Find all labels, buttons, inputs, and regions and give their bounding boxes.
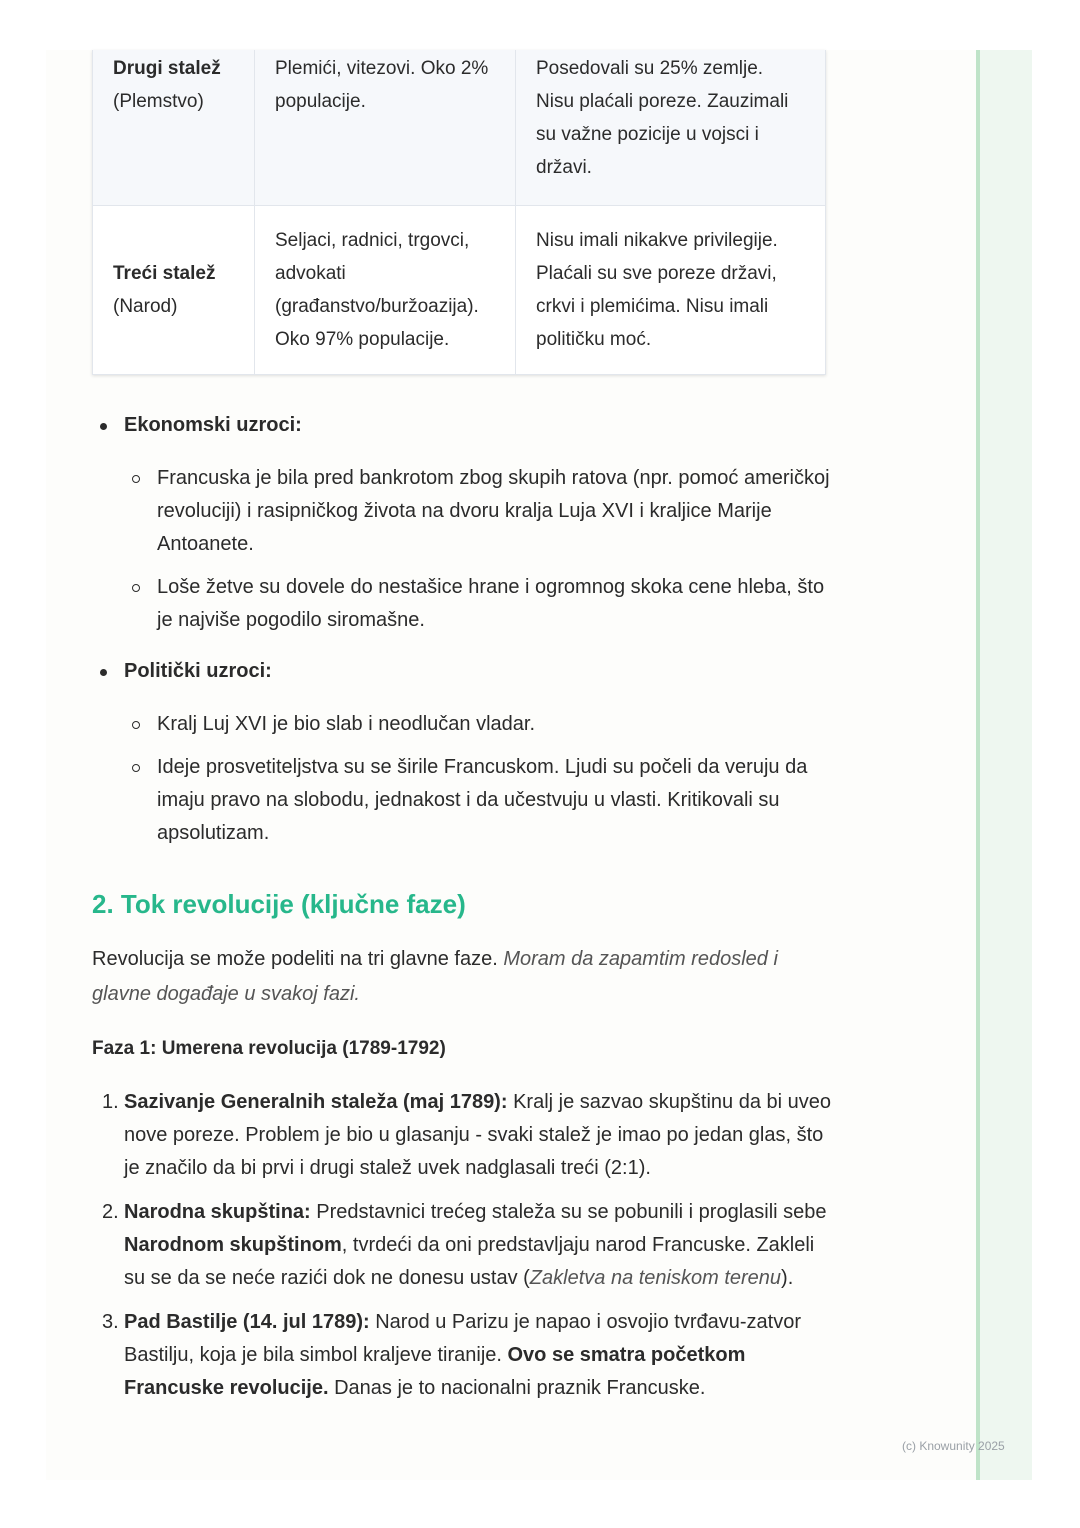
event-text: Narod u Parizu je napao i osvojio tvrđavu-zatvor Bastilju, koja je bila simbol kraljeve tiranije. <box>124 1311 801 1366</box>
copyright-footer: (c) Knowunity 2025 <box>902 1439 1005 1453</box>
event-text: Danas je to nacionalni praznik Francuske. <box>328 1377 706 1399</box>
table-cell-estate <box>93 50 255 206</box>
list-item <box>92 1306 832 1405</box>
event-text: ). <box>781 1267 794 1289</box>
item-number: 3. <box>102 1311 119 1333</box>
event-bold-text: Narodnom skupštinom <box>124 1234 342 1256</box>
list-item: Francuska je bila pred bankrotom zbog skupih ratova (npr. pomoć američkoj revoluciji) i rasipničkog života na dvoru kralja Luja XVI i kraljice Marije Antoanete. <box>124 462 832 561</box>
event-italic-text: Zakletva na teniskom terenu <box>529 1267 782 1289</box>
event-text: Predstavnici trećeg staleža su se pobunili i proglasili sebe <box>310 1201 827 1223</box>
intro-text: Revolucija se može podeliti na tri glavne faze. <box>92 948 498 970</box>
cause-title: Politički uzroci: <box>124 660 272 682</box>
table-cell-estate <box>93 206 255 375</box>
list-item: Kralj Luj XVI je bio slab i neodlučan vladar. <box>124 708 832 741</box>
table-cell-privileges: Posedovali su 25% zemlje. Nisu plaćali poreze. Zauzimali su važne pozicije u vojsci i državi. <box>516 50 826 206</box>
document-content <box>92 50 832 1416</box>
estate-name: Treći stalež <box>113 263 216 284</box>
list-item: Ideje prosvetiteljstva su se širile Francuskom. Ljudi su počeli da veruju da imaju pravo na slobodu, jednakost i da učestvuju u vlasti. Kritikovali su apsolutizam. <box>124 751 832 850</box>
table-cell-privileges: Nisu imali nikakve privilegije. Plaćali su sve poreze državi, crkvi i plemićima. Nisu imali političku moć. <box>516 206 826 375</box>
item-number: 2. <box>102 1201 119 1223</box>
event-bold-text: Ovo se smatra početkom Francuske revolucije. <box>124 1344 746 1399</box>
cause-title: Ekonomski uzroci: <box>124 414 302 436</box>
estate-name: Drugi stalež <box>113 58 221 79</box>
estates-table <box>92 50 826 375</box>
list-item <box>92 1086 832 1185</box>
cause-sublist <box>124 708 832 850</box>
list-item <box>92 1196 832 1295</box>
event-text: Kralj je sazvao skupštinu da bi uveo nove poreze. Problem je bio u glasanju - svaki stalež je imao po jedan glas, što je značilo da bi prvi i drugi stalež uvek nadglasali treći (2:1). <box>124 1091 832 1179</box>
event-title: Sazivanje Generalnih staleža (maj 1789): <box>124 1091 508 1113</box>
item-number: 1. <box>102 1091 119 1113</box>
table-cell-members: Seljaci, radnici, trgovci, advokati (građanstvo/buržoazija). Oko 97% populacije. <box>255 206 516 375</box>
side-panel <box>976 50 1032 1480</box>
event-title: Pad Bastilje (14. jul 1789): <box>124 1311 370 1333</box>
list-item: Loše žetve su dovele do nestašice hrane i ogromnog skoka cene hleba, što je najviše pogodilo siromašne. <box>124 571 832 637</box>
estate-alt-name: (Plemstvo) <box>113 91 204 112</box>
estate-alt-name: (Narod) <box>113 296 178 317</box>
list-item <box>92 409 832 637</box>
table-cell-members: Plemići, vitezovi. Oko 2% populacije. <box>255 50 516 206</box>
table-row <box>93 206 826 375</box>
cause-sublist <box>124 462 832 637</box>
table-row <box>93 50 826 206</box>
event-text: , tvrdeći da oni predstavljaju narod Francuske. Zakleli su se da se neće razići dok ne donesu ustav ( <box>124 1234 815 1289</box>
event-title: Narodna skupština: <box>124 1201 311 1223</box>
section-heading: 2. Tok revolucije (ključne faze) <box>92 889 466 919</box>
causes-list <box>92 409 832 850</box>
events-list <box>92 1086 832 1405</box>
list-item <box>92 655 832 850</box>
section-intro <box>92 942 832 1012</box>
phase-title: Faza 1: Umerena revolucija (1789-1792) <box>92 1038 446 1059</box>
intro-note: Moram da zapamtim redosled i glavne događaje u svakoj fazi. <box>92 948 778 1005</box>
